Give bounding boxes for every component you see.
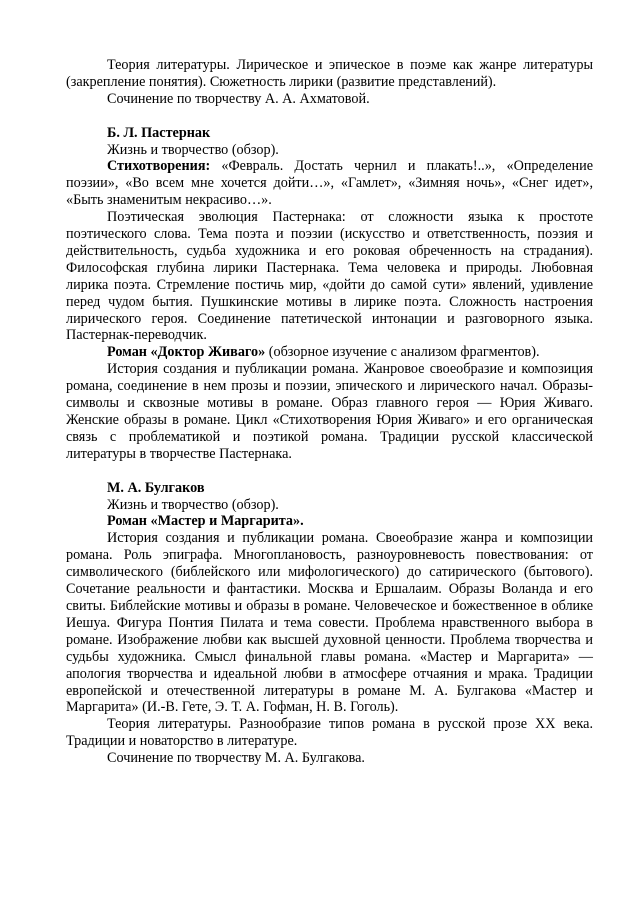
poems-list: «Февраль. Достать чернил и плакать!..», «Определение поэзии», «Во всем мне хочется дойти…», «Гамлет», «Зимняя ночь», «Снег идет», «Быть знаменитым некрасиво…». [66, 158, 593, 209]
akhmatova-essay-line: Сочинение по творчеству А. А. Ахматовой. [107, 90, 370, 107]
bulgakov-essay-line: Сочинение по творчеству М. А. Булгакова. [107, 750, 365, 767]
zhivago-line [66, 344, 593, 361]
zhivago-note: (обзорное изучение с анализом фрагментов). [265, 344, 540, 361]
pasternak-heading: Б. Л. Пастернак [107, 124, 211, 141]
document-page [66, 57, 593, 767]
master-margarita-paragraph: История создания и публикации романа. Своеобразие жанра и композиции романа. Роль эпиграфа. Многоплановость, разноуровневость повествования: от символического (библейского или мифологического) до сатирического (бытового). Сочетание реальности и фантастики. Москва и Ершалаим. Образы Воланда и его свиты. Библейские мотивы и образы в романе. Человеческое и божественное в облике Иешуа. Фигура Понтия Пилата и тема совести. Проблема нравственного выбора в романе. Изображение любви как высшей духовной ценности. Проблема творчества и судьбы художника. Смысл финальной главы романа. «Мастер и Маргарита» — апология творчества и идеальной любви в атмосфере отчаяния и мрака. Традиции европейской и отечественной литературы в романе М. А. Булгакова «Мастер и Маргарита» (И.-В. Гете, Э. Т. А. Гофман, Н. В. Гоголь). [66, 530, 593, 716]
pasternak-evolution-paragraph: Поэтическая эволюция Пастернака: от сложности языка к простоте поэтического слова. Тема поэта и поэзии (искусство и ответственность, поэзия и действительность, судьба художника и его роковая обреченность на страдания). Философская глубина лирики Пастернака. Тема человека и природы. Любовная лирика поэта. Стремление постичь мир, «дойти до самой сути» явлений, удивление перед чудом бытия. Пушкинские мотивы в лирике поэта. Сложность настроения лирического героя. Соединение патетической интонации и разговорного языка. Пастернак-переводчик. [66, 209, 593, 344]
bulgakov-life-line: Жизнь и творчество (обзор). [107, 496, 279, 513]
bulgakov-theory-paragraph: Теория литературы. Разнообразие типов романа в русской прозе XX века. Традиции и новаторство в литературе. [66, 716, 593, 750]
pasternak-life-line: Жизнь и творчество (обзор). [107, 141, 279, 158]
poems-label: Стихотворения: [107, 158, 211, 175]
literary-theory-paragraph: Теория литературы. Лирическое и эпическое в поэме как жанре литературы (закрепление понятия). Сюжетность лирики (развитие представлений). [66, 57, 593, 90]
bulgakov-heading: М. А. Булгаков [107, 479, 205, 496]
zhivago-paragraph: История создания и публикации романа. Жанровое своеобразие и композиция романа, соединение в нем прозы и поэзии, эпического и лирического начал. Образы-символы и сквозные мотивы в романе. Образ главного героя — Юрия Живаго. Женские образы в романе. Цикл «Стихотворения Юрия Живаго» и его органическая связь с проблематикой и поэтикой романа. Традиции русской классической литературы в творчестве Пастернака. [66, 361, 593, 462]
pasternak-poems-paragraph [66, 158, 593, 209]
master-margarita-label: Роман «Мастер и Маргарита». [107, 513, 304, 530]
zhivago-label: Роман «Доктор Живаго» [107, 344, 266, 361]
